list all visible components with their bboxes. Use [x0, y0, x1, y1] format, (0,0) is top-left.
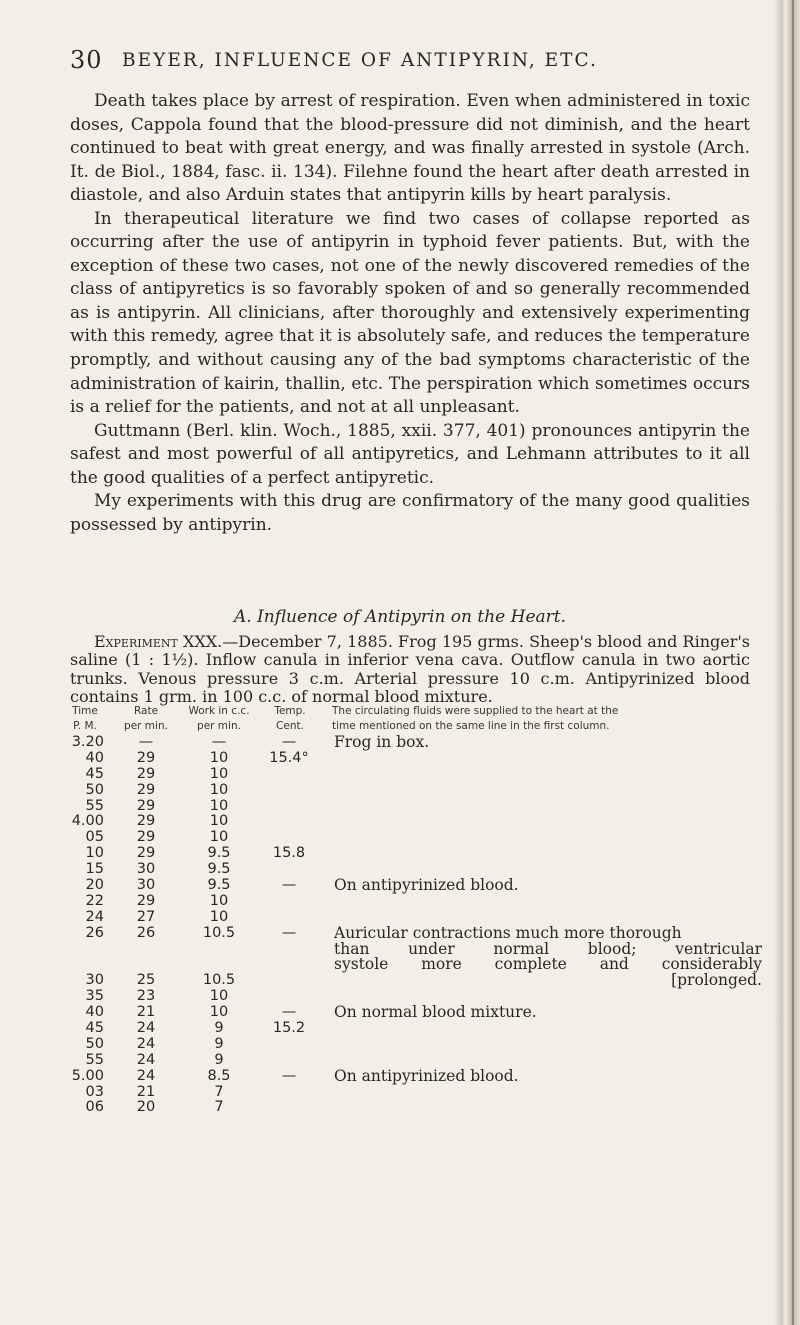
cell-rate: 27 — [136, 908, 156, 925]
cell-time: 10 — [85, 845, 104, 862]
paragraph: My experiments with this drug are confirmatory of the many good qualities possessed by antipyrin. — [70, 491, 750, 535]
cell-rate: 29 — [136, 781, 156, 798]
cell-remark: Frog in box. — [334, 733, 430, 751]
table-header-row — [66, 705, 766, 720]
cell-remark: [prolonged. — [671, 971, 762, 990]
cell-time: 4.00 — [71, 813, 104, 830]
cell-work: 9 — [214, 1020, 224, 1037]
table-row — [66, 973, 766, 989]
cell-time: 03 — [85, 1083, 104, 1100]
cell-time: 06 — [85, 1099, 104, 1116]
page-number: 30 — [70, 46, 103, 74]
table-row — [66, 814, 766, 830]
header-temp-unit: Cent. — [276, 720, 304, 732]
cell-rate: 30 — [136, 861, 156, 878]
cell-work: 9 — [214, 1051, 224, 1068]
cell-rate: 24 — [136, 1020, 156, 1037]
cell-work: 7 — [214, 1083, 224, 1100]
cell-rate: 30 — [136, 877, 156, 894]
experiment-label: Experiment XXX. — [94, 632, 223, 651]
cell-time: 22 — [85, 892, 104, 909]
cell-work: 10 — [209, 781, 229, 798]
cell-work: — — [211, 734, 227, 750]
body-text — [70, 90, 750, 537]
paragraph: In therapeutical literature we find two cases of collapse reported as occurring after the use of antipyrin in typhoid fever patients. But, with the exception of these two cases, not one of the newly discovered remedies of the class of antipyretics is so favorably spoken of and so generally recommended as is antipyrin. All clinicians, after thoroughly and extensively experimenting with this remedy, agree that it is absolutely safe, and reduces the temperature promptly, and without causing any of the bad symptoms characteristic of the administration of kairin, thallin, etc. The perspiration which sometimes occurs is a relief for the patients, and not at all unpleasant. — [70, 208, 750, 418]
cell-remark: than under normal blood; ventricular — [334, 939, 762, 958]
cell-rate: 21 — [136, 1004, 156, 1021]
cell-time: 24 — [85, 908, 104, 925]
cell-work: 10 — [209, 749, 229, 766]
cell-time: 45 — [85, 765, 104, 782]
cell-remark: On normal blood mixture. — [334, 1003, 537, 1022]
cell-rate: 29 — [136, 829, 156, 846]
cell-time: 20 — [85, 877, 104, 894]
page-edge — [774, 0, 800, 1325]
cell-work: 10 — [209, 813, 229, 830]
cell-work: 10 — [209, 829, 229, 846]
cell-work: 8.5 — [207, 1067, 231, 1084]
table-row — [66, 767, 766, 783]
experiment-paragraph — [70, 633, 750, 707]
running-head: BEYER, INFLUENCE OF ANTIPYRIN, ETC. — [122, 50, 598, 71]
cell-work: 10 — [209, 988, 229, 1005]
cell-work: 9.5 — [207, 845, 231, 862]
cell-rate: 21 — [136, 1083, 156, 1100]
table-row — [66, 894, 766, 910]
cell-work: 9.5 — [207, 861, 231, 878]
cell-work: 10 — [209, 908, 229, 925]
cell-rate: 26 — [136, 924, 156, 941]
cell-temp: — — [281, 877, 297, 894]
header-rate-unit: per min. — [124, 720, 168, 732]
cell-time: 30 — [85, 972, 104, 989]
cell-rate: 23 — [136, 988, 156, 1005]
cell-time: 3.20 — [71, 734, 104, 750]
cell-temp: 15.4° — [269, 749, 309, 766]
cell-time: 40 — [85, 1004, 104, 1021]
header-rate: Rate — [133, 705, 159, 717]
cell-time: 5.00 — [71, 1067, 104, 1084]
cell-time: 55 — [85, 797, 104, 814]
cell-work: 9.5 — [207, 877, 231, 894]
cell-rate: 24 — [136, 1067, 156, 1084]
cell-rate: 29 — [136, 845, 156, 862]
cell-rate: 20 — [136, 1099, 156, 1116]
table-body — [66, 735, 766, 1116]
cell-temp: — — [281, 1004, 297, 1021]
table-row — [66, 783, 766, 799]
table-row — [66, 1085, 766, 1101]
table-row — [66, 846, 766, 862]
cell-time: 05 — [85, 829, 104, 846]
table-row — [66, 735, 766, 751]
table-row — [66, 957, 766, 973]
cell-remark: Auricular contractions much more thorough — [334, 923, 682, 942]
table-row — [66, 799, 766, 815]
table-row — [66, 751, 766, 767]
cell-work: 10 — [209, 765, 229, 782]
table-row — [66, 830, 766, 846]
experiment-table — [66, 705, 766, 1116]
table-row — [66, 1066, 766, 1085]
paragraph: Death takes place by arrest of respiration. Even when administered in toxic doses, Cappola found that the blood-pressure did not diminish, and the heart continued to beat with great energy, and was finally arrested in systole (Arch. It. de Biol., 1884, fasc. ii. 134). Filehne found the heart after death arrested in diastole, and also Arduin states that antipyrin kills by heart paralysis. — [70, 91, 750, 206]
paragraph: Guttmann (Berl. klin. Woch., 1885, xxii. 377, 401) pronounces antipyrin the safest and most powerful of all antipyretics, and Lehmann attributes to it all the good qualities of a perfect antipyretic. — [70, 420, 750, 488]
cell-rate: 24 — [136, 1051, 156, 1068]
header-temp: Temp. — [274, 705, 306, 717]
cell-work: 9 — [214, 1035, 224, 1052]
table-row — [66, 878, 766, 894]
cell-work: 10.5 — [202, 924, 236, 941]
table-row — [66, 1100, 766, 1116]
page-edge-line — [792, 0, 794, 1325]
cell-remark: On antipyrinized blood. — [334, 876, 519, 895]
table-row — [66, 1005, 766, 1021]
cell-temp: — — [281, 924, 297, 941]
page-header — [70, 46, 760, 76]
cell-temp: — — [281, 734, 297, 750]
cell-remark: systole more complete and considerably — [334, 955, 762, 974]
section-heading: A. Influence of Antipyrin on the Heart. — [233, 607, 567, 627]
header-remarks: The circulating fluids were supplied to the heart at the — [332, 705, 619, 717]
cell-time: 15 — [85, 861, 104, 878]
cell-rate: 29 — [136, 749, 156, 766]
cell-rate: 29 — [136, 797, 156, 814]
table-row — [66, 1037, 766, 1053]
experiment-intro — [70, 633, 750, 707]
cell-time: 40 — [85, 749, 104, 766]
cell-rate: 25 — [136, 972, 156, 989]
cell-temp: — — [281, 1067, 297, 1084]
cell-time: 26 — [85, 924, 104, 941]
header-remarks-line2: time mentioned on the same line in the first column. — [332, 720, 610, 732]
cell-time: 50 — [85, 1035, 104, 1052]
cell-rate: 29 — [136, 892, 156, 909]
cell-work: 7 — [214, 1099, 224, 1116]
cell-work: 10.5 — [202, 972, 236, 989]
table-row — [66, 1021, 766, 1037]
cell-time: 55 — [85, 1051, 104, 1068]
cell-temp: 15.8 — [272, 845, 306, 862]
cell-temp: 15.2 — [272, 1020, 306, 1037]
experiment-text: —December 7, 1885. Frog 195 grms. Sheep's blood and Ringer's saline (1 : 1½). Inflow canula in inferior vena cava. Outflow canula in two aortic trunks. Venous pressure 3 c.m. Arterial pressure 10 c.m. Antipyrinized blood contains 1 grm. in 100 c.c. of normal blood mixture. — [70, 632, 750, 707]
cell-time: 35 — [85, 988, 104, 1005]
cell-remark: On antipyrinized blood. — [334, 1066, 519, 1085]
cell-rate: 29 — [136, 765, 156, 782]
cell-work: 10 — [209, 892, 229, 909]
header-time: Time — [72, 705, 98, 717]
header-work: Work in c.c. — [188, 705, 250, 717]
cell-time: 50 — [85, 781, 104, 798]
header-work-unit: per min. — [197, 720, 241, 732]
cell-time: 45 — [85, 1020, 104, 1037]
cell-rate: 24 — [136, 1035, 156, 1052]
header-time-unit: P. M. — [73, 720, 97, 732]
cell-work: 10 — [209, 797, 229, 814]
cell-rate: 29 — [136, 813, 156, 830]
cell-rate: — — [138, 734, 154, 750]
cell-work: 10 — [209, 1004, 229, 1021]
